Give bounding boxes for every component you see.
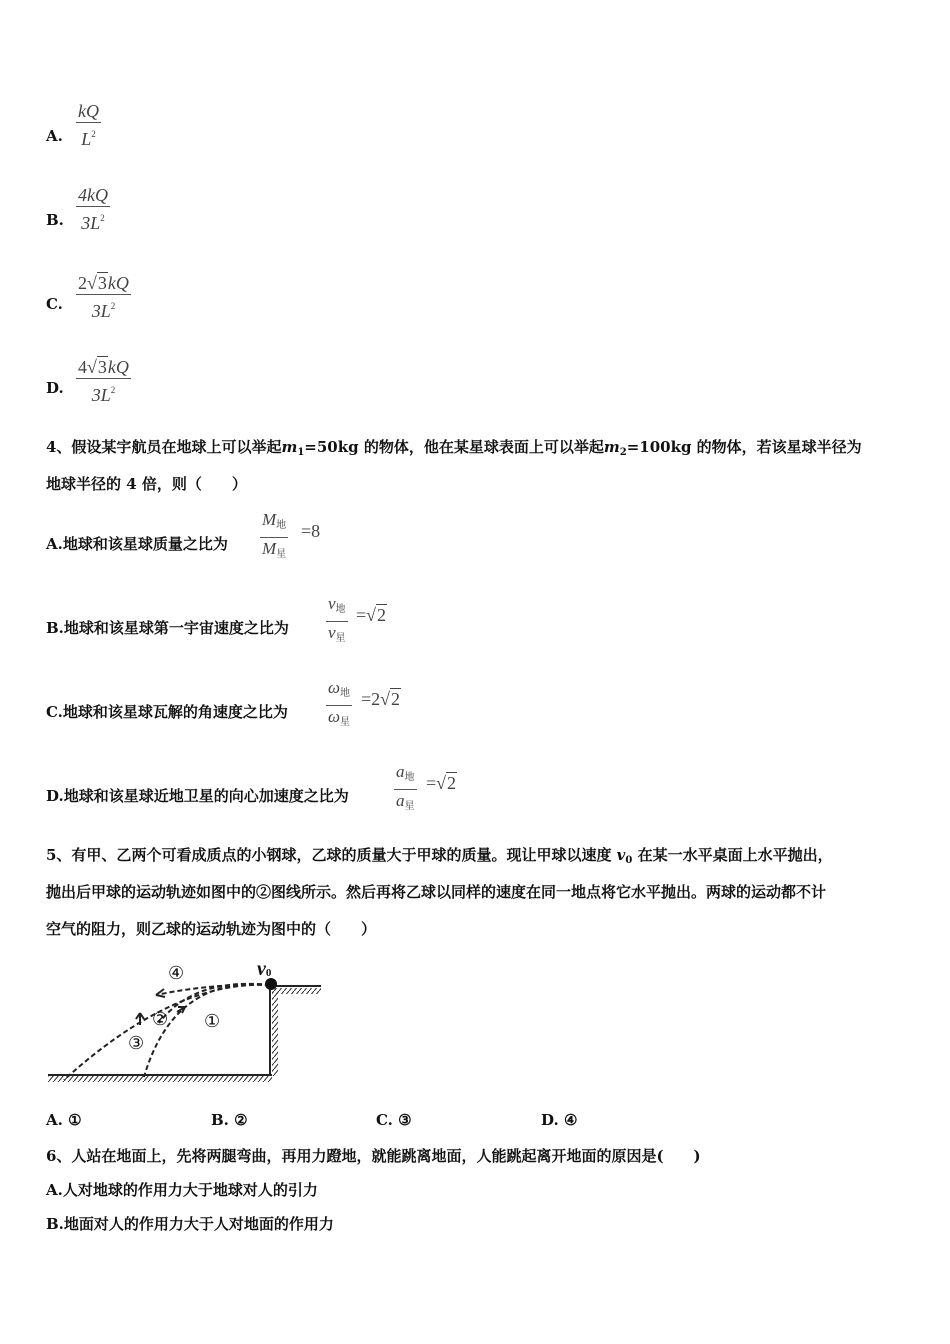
q4-stem-line2: 地球半径的 4 倍，则（ ） xyxy=(46,475,247,493)
projectile-trajectory-figure xyxy=(44,955,329,1090)
velocity-label: v0 xyxy=(257,958,272,980)
denominator: L xyxy=(81,129,92,149)
fraction-4root3kq-over-3l2: 4√3kQ $3L^2$ xyxy=(78,357,129,405)
option-text: 地球和该星球质量之比为 xyxy=(62,535,228,553)
q6-option-a[interactable]: A.人对地球的作用力大于地球对人的引力 xyxy=(46,1181,318,1199)
circled-3-label: ③ xyxy=(128,1033,145,1054)
option-label: D. xyxy=(46,787,64,805)
option-label: C. xyxy=(46,703,63,721)
ratio-value: =√2 xyxy=(356,605,387,625)
q6-stem: 6、人站在地面上，先将两腿弯曲，再用力蹬地，就能跳离地面，人能跳起离开地面的原因是( ) xyxy=(46,1147,701,1165)
q5-stem-line2: 抛出后甲球的运动轨迹如图中的②图线所示。然后再将乙球以同样的速度在同一地点将它水平抛出。两球的运动都不计 xyxy=(46,883,827,901)
q5-stem-line1: 5、有甲、乙两个可看成质点的小钢球，乙球的质量大于甲球的质量。现让甲球以速度 $v_0$ 在某一水平桌面上水平抛出， xyxy=(46,846,833,866)
option-label: A. xyxy=(46,127,63,145)
option-text: 地球和该星球近地卫星的向心加速度之比为 xyxy=(63,787,349,805)
option-label: C. xyxy=(46,295,63,313)
circled-4-label: ④ xyxy=(168,963,185,984)
option-text: 地球和该星球第一宇宙速度之比为 xyxy=(63,619,289,637)
option-text: 地球和该星球瓦解的角速度之比为 xyxy=(62,703,288,721)
ratio-fraction: $M_地$ $M_星$ xyxy=(262,510,287,560)
q5-stem-line3: 空气的阻力，则乙球的运动轨迹为图中的（ ） xyxy=(46,920,377,938)
option-label: B. xyxy=(46,211,64,229)
ratio-value: =8 xyxy=(301,521,321,541)
ratio-value: =2√2 xyxy=(361,689,401,709)
table-wall-hatch xyxy=(272,988,278,1076)
q4-stem-line1: 4、假设某宇航员在地球上可以举起$m_1=50kg$ 的物体，他在某星球表面上可以举起$m_2=100kg$ 的物体，若该星球半径为 xyxy=(46,438,862,458)
numerator: kQ xyxy=(78,101,99,121)
fraction-kq-over-l2: kQ $L^2$ xyxy=(78,101,99,149)
option-label: A. xyxy=(46,535,63,553)
q5-option-a[interactable]: A. ① xyxy=(46,1111,82,1129)
ratio-fraction: $v_地$ $v_星$ xyxy=(328,594,346,644)
fraction-2root3kq-over-3l2: 2√3kQ $3L^2$ xyxy=(78,273,129,321)
table-top-hatch xyxy=(272,988,321,994)
circled-2-label: ② xyxy=(152,1009,169,1030)
ball xyxy=(265,978,277,990)
ground-hatch xyxy=(48,1076,272,1082)
ratio-fraction: $\omega_地$ $\omega_星$ xyxy=(328,678,351,728)
q5-option-c[interactable]: C. ③ xyxy=(376,1111,412,1129)
option-label: B. xyxy=(46,619,64,637)
option-label: D. xyxy=(46,379,64,397)
ratio-fraction: $a_地$ $a_星$ xyxy=(396,762,415,812)
q5-option-b[interactable]: B. ② xyxy=(211,1111,248,1129)
denominator: 3L xyxy=(81,213,101,233)
q5-option-d[interactable]: D. ④ xyxy=(541,1111,578,1129)
trajectory-3 xyxy=(64,985,270,1080)
numerator: 4kQ xyxy=(78,185,108,205)
ratio-value: =√2 xyxy=(426,773,457,793)
q6-option-b[interactable]: B.地面对人的作用力大于人对地面的作用力 xyxy=(46,1215,334,1233)
circled-1-label: ① xyxy=(204,1011,221,1032)
fraction-4kq-over-3l2: 4kQ $3L^2$ xyxy=(78,185,108,233)
